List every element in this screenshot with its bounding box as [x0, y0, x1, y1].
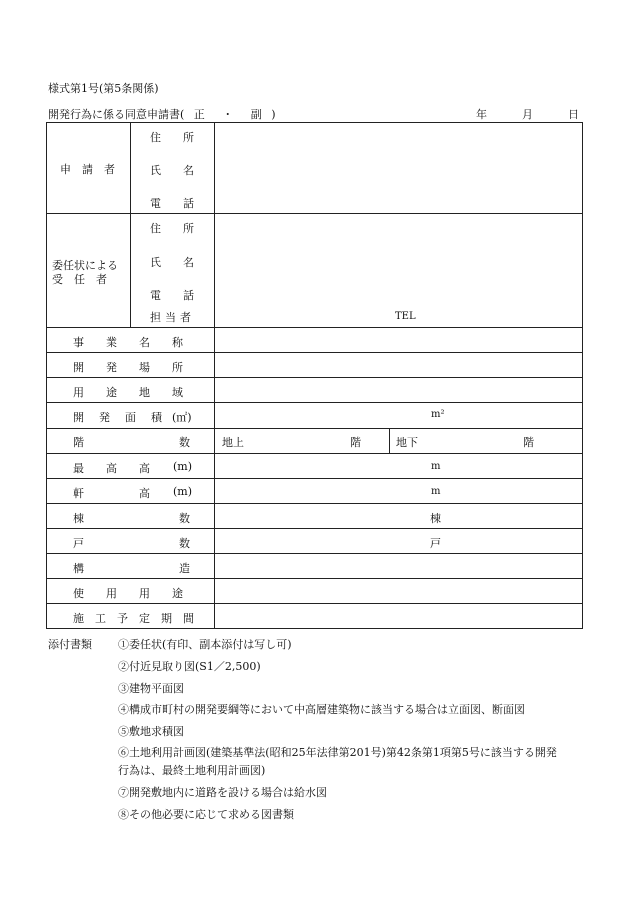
buildings-label: 棟: [73, 512, 84, 525]
delegate-address-label: 住 所: [150, 222, 194, 235]
delegate-name-label: 氏 名: [150, 256, 194, 269]
attachment-item: ⑥土地利用計画図(建築基準法(昭和25年法律第201号)第42条第1項第5号に該当する開発: [118, 746, 557, 759]
attachments-label: 添付書類: [48, 638, 92, 651]
title-fuku: 副: [250, 108, 262, 121]
area-unit: (㎡): [172, 411, 192, 424]
delegate-phone-label: 電 話: [150, 289, 194, 302]
buildings-count: 数: [179, 512, 190, 525]
attachment-item: ⑦開発敷地内に道路を設ける場合は給水図: [118, 786, 327, 799]
above-floor-label: 階: [350, 436, 361, 449]
location-label: 開 発 場 所: [73, 361, 183, 374]
date-year: 年: [476, 108, 487, 121]
units-label: 戸: [73, 537, 84, 550]
date-month: 月: [522, 108, 533, 121]
attachment-item: ③建物平面図: [118, 682, 184, 695]
attachment-item: ④構成市町村の開発要綱等において中高層建築物に該当する場合は立面図、断面図: [118, 703, 525, 716]
delegate-tel-label: TEL: [395, 311, 416, 322]
floors-label: 階: [73, 436, 84, 449]
construction-period-label: 施 工 予 定 期 間: [73, 612, 194, 625]
zoning-label: 用 途 地 域: [73, 386, 183, 399]
attachment-item: ②付近見取り図(S1／2,500): [118, 660, 261, 673]
max-height-label: 最 高 高: [73, 462, 150, 475]
attachment-item: ①委任状(有印、副本添付は写し可): [118, 638, 292, 651]
attachment-item: ⑧その他必要に応じて求める図書類: [118, 808, 294, 821]
date-day: 日: [568, 108, 579, 121]
below-floor-label: 階: [523, 436, 534, 449]
attachment-item: 行為は、最終土地利用計画図): [118, 764, 266, 777]
applicant-phone-label: 電 話: [150, 197, 194, 210]
delegate-label-line2: 受 任 者: [52, 273, 107, 286]
title-dot: ・: [222, 108, 234, 121]
page-title: [48, 106, 276, 122]
eave-height-label: 軒 高: [73, 487, 150, 500]
above-ground-label: 地上: [222, 436, 244, 449]
usage-label: 使 用 用 途: [73, 587, 183, 600]
delegate-label-line1: 委任状による: [52, 259, 118, 272]
structure-label: 構: [73, 562, 84, 575]
structure-suffix: 造: [179, 562, 190, 575]
area-label: 開 発 面 積: [73, 411, 164, 424]
area-value-unit: m²: [431, 409, 445, 420]
units-count: 数: [179, 537, 190, 550]
eave-height-unit: (m): [173, 485, 193, 498]
title-text: 開発行為に係る同意申請書(: [48, 108, 185, 121]
applicant-name-label: 氏 名: [150, 164, 194, 177]
applicant-label: 申 請 者: [60, 163, 115, 176]
units-value-unit: 戸: [430, 537, 441, 550]
eave-height-value-unit: m: [431, 486, 441, 497]
max-height-unit: (m): [173, 460, 193, 473]
project-name-label: 事 業 名 称: [73, 336, 183, 349]
buildings-value-unit: 棟: [430, 512, 441, 525]
title-close: ): [271, 108, 276, 121]
max-height-value-unit: m: [431, 461, 441, 472]
title-sei: 正: [193, 108, 205, 121]
form-id: 様式第1号(第5条関係): [48, 82, 159, 95]
floors-count: 数: [179, 436, 190, 449]
below-ground-label: 地下: [396, 436, 418, 449]
attachment-item: ⑤敷地求積図: [118, 725, 184, 738]
applicant-address-label: 住 所: [150, 131, 194, 144]
delegate-contact-label: 担当者: [150, 311, 195, 324]
